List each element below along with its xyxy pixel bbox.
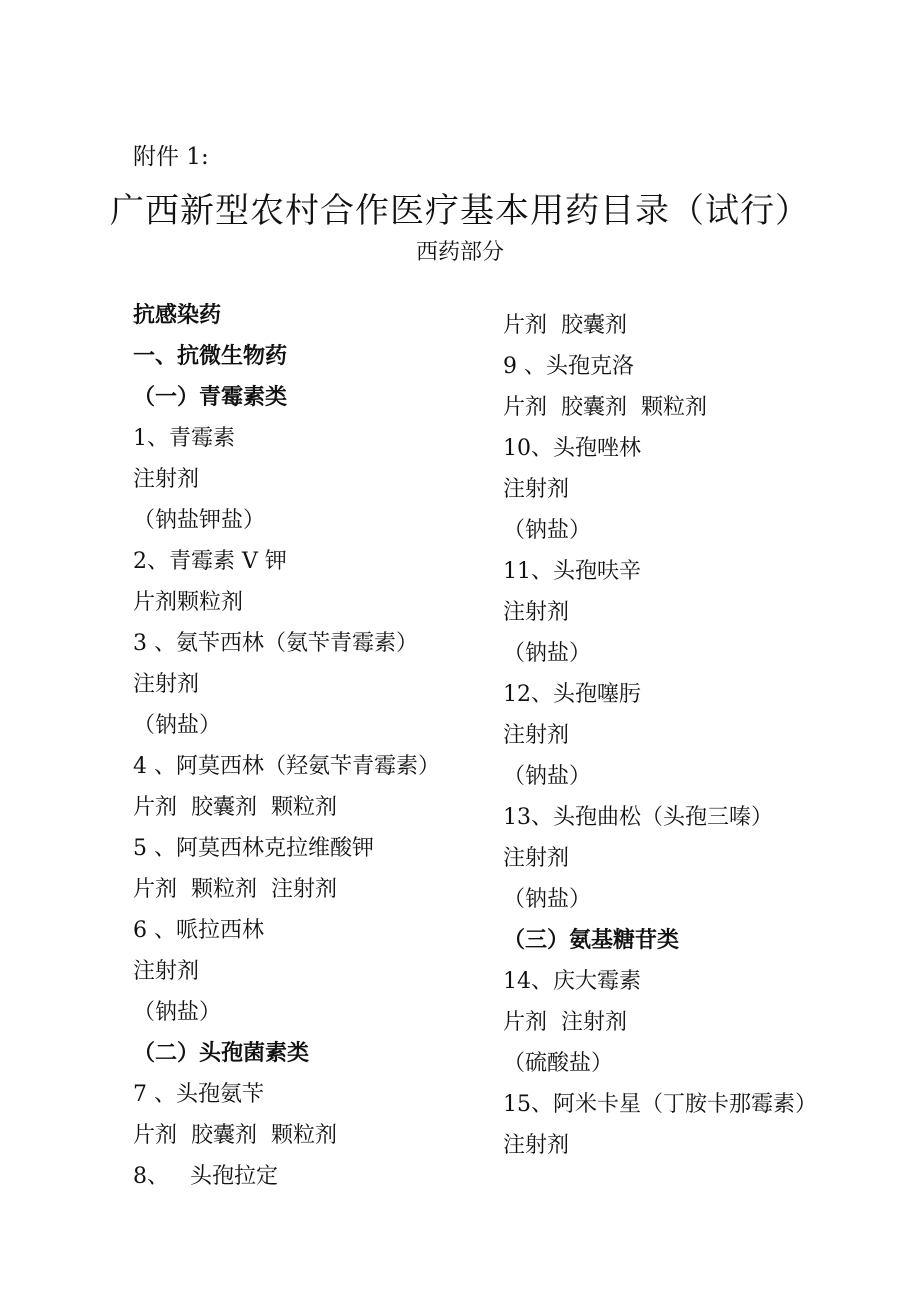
drug-list-line: 注射剂 <box>503 846 570 871</box>
drug-list-line: （钠盐） <box>133 1000 222 1025</box>
document-subtitle: 西药部分 <box>415 240 504 265</box>
drug-list-line: 片剂 胶囊剂 <box>503 313 627 338</box>
drug-list-line: （钠盐） <box>503 764 592 789</box>
left-column <box>133 295 440 1197</box>
drug-list-line: 片剂 胶囊剂 颗粒剂 <box>133 1123 337 1148</box>
section-heading: （三）氨基糖苷类 <box>503 927 680 953</box>
drug-list-line: 6 、哌拉西林 <box>133 918 264 943</box>
drug-list-line: 片剂颗粒剂 <box>133 590 244 615</box>
drug-list-line: 14、庆大霉素 <box>503 969 641 994</box>
drug-list-line: 3 、氨苄西林（氨苄青霉素） <box>133 631 418 656</box>
section-heading: 一、抗微生物药 <box>133 343 288 369</box>
drug-list-line: 注射剂 <box>503 1133 570 1158</box>
drug-list-line: （钠盐） <box>503 518 592 543</box>
drug-list-line: （钠盐） <box>503 887 592 912</box>
right-column <box>503 305 817 1166</box>
drug-list-line: 注射剂 <box>503 723 570 748</box>
drug-list-line: 15、阿米卡星（丁胺卡那霉素） <box>503 1092 817 1117</box>
drug-list-line: （钠盐） <box>133 713 222 738</box>
drug-list-line: 2、青霉素 V 钾 <box>133 549 287 574</box>
document-title: 广西新型农村合作医疗基本用药目录（试行） <box>110 191 810 231</box>
drug-list-line: 4 、阿莫西林（羟氨苄青霉素） <box>133 754 440 779</box>
drug-list-line: 8、 头孢拉定 <box>133 1164 278 1189</box>
drug-list-line: 9 、头孢克洛 <box>503 354 634 379</box>
section-heading: （一）青霉素类 <box>133 384 288 410</box>
drug-list-line: 13、头孢曲松（头孢三嗪） <box>503 805 773 830</box>
drug-list-line: （硫酸盐） <box>503 1051 614 1076</box>
drug-list-line: 5 、阿莫西林克拉维酸钾 <box>133 836 374 861</box>
drug-list-line: 片剂 颗粒剂 注射剂 <box>133 877 337 902</box>
drug-list-line: 注射剂 <box>503 477 570 502</box>
drug-list-line: 片剂 胶囊剂 颗粒剂 <box>133 795 337 820</box>
drug-list-line: （钠盐） <box>503 641 592 666</box>
drug-list-line: 片剂 胶囊剂 颗粒剂 <box>503 395 707 420</box>
drug-list-line: 11、头孢呋辛 <box>503 559 641 584</box>
drug-list-line: 片剂 注射剂 <box>503 1010 627 1035</box>
drug-list-line: （钠盐钾盐） <box>133 508 266 533</box>
drug-list-line: 7 、头孢氨苄 <box>133 1082 264 1107</box>
drug-list-line: 10、头孢唑林 <box>503 436 641 461</box>
section-heading: 抗感染药 <box>133 302 222 328</box>
drug-list-line: 注射剂 <box>133 467 200 492</box>
drug-list-line: 注射剂 <box>133 959 200 984</box>
drug-list-line: 1、青霉素 <box>133 426 235 451</box>
drug-list-line: 12、头孢噻肟 <box>503 682 641 707</box>
drug-list-line: 注射剂 <box>503 600 570 625</box>
drug-list-line: 注射剂 <box>133 672 200 697</box>
section-heading: （二）头孢菌素类 <box>133 1040 310 1066</box>
annex-label: 附件 1: <box>133 144 209 170</box>
